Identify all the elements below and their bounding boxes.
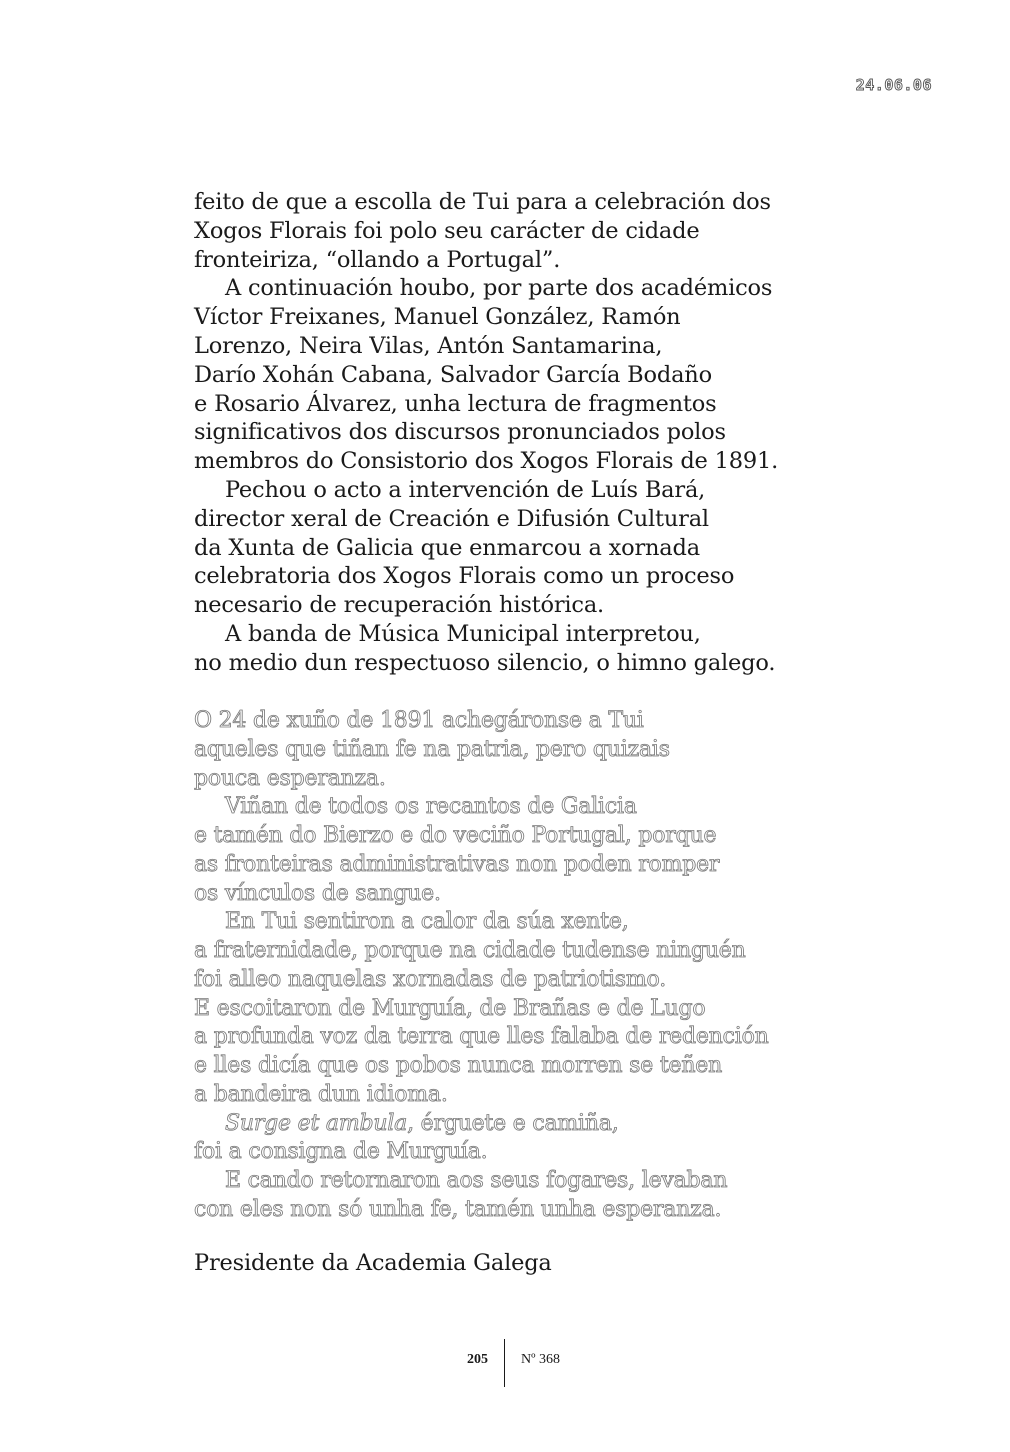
quote-line: foi alleo naquelas xornadas de patriotismo. bbox=[194, 966, 667, 992]
quote-line: aqueles que tiñan fe na patria, pero quizais bbox=[194, 736, 670, 762]
signature-line: Presidente da Academia Galega bbox=[194, 1250, 552, 1276]
footer-divider bbox=[504, 1339, 505, 1387]
quote-line: En Tui sentiron a calor da súa xente, bbox=[225, 909, 629, 935]
quote-line: E cando retornaron aos seus fogares, levaban bbox=[225, 1168, 728, 1193]
issue-number: Nº 368 bbox=[521, 1352, 560, 1367]
text-line: Darío Xohán Cabana, Salvador García Bodaño bbox=[194, 361, 712, 388]
quote-line: a bandeira dun idioma. bbox=[194, 1081, 448, 1107]
quote-line: as fronteiras administrativas non poden romper bbox=[194, 851, 720, 877]
text-line: membros do Consistorio dos Xogos Florais de 1891. bbox=[194, 448, 779, 475]
quote-line: Viñan de todos os recantos de Galicia bbox=[225, 794, 637, 820]
quote-line: os vínculos de sangue. bbox=[194, 880, 441, 906]
quote-line: e lles dicía que os pobos nunca morren se teñen bbox=[194, 1053, 723, 1078]
quote-line: pouca esperanza. bbox=[194, 765, 386, 791]
page-footer bbox=[0, 1339, 1010, 1387]
text-line: significativos dos discursos pronunciados polos bbox=[194, 419, 726, 446]
text-line: director xeral de Creación e Difusión Cultural bbox=[194, 505, 709, 532]
latin-phrase: Surge et ambula bbox=[225, 1110, 408, 1136]
text-line: da Xunta de Galicia que enmarcou a xornada bbox=[194, 534, 700, 561]
article-body bbox=[194, 188, 854, 678]
page-number: 205 bbox=[467, 1352, 488, 1367]
quote-line: O 24 de xuño de 1891 achegáronse a Tui bbox=[194, 708, 644, 733]
text-line: A continuación houbo, por parte dos académicos bbox=[225, 275, 773, 302]
text-line: feito de que a escolla de Tui para a celebración dos bbox=[194, 189, 771, 215]
quoted-speech bbox=[194, 707, 854, 1225]
text-line: Pechou o acto a intervención de Luís Bará, bbox=[225, 476, 706, 503]
quote-line: e tamén do Bierzo e do veciño Portugal, porque bbox=[194, 823, 717, 848]
quote-line: E escoitaron de Murguía, de Brañas e de Lugo bbox=[194, 995, 706, 1021]
quote-line bbox=[194, 1110, 854, 1139]
text-line: fronteiriza, “ollando a Portugal”. bbox=[194, 246, 561, 273]
page-date: 24.06.06 bbox=[855, 76, 932, 94]
text-line: A banda de Música Municipal interpretou, bbox=[225, 620, 701, 647]
quote-text: , érguete e camiña, bbox=[407, 1110, 619, 1136]
quote-line: foi a consigna de Murguía. bbox=[194, 1139, 488, 1165]
paragraph bbox=[194, 274, 854, 476]
quote-line: con eles non só unha fe, tamén unha esperanza. bbox=[194, 1196, 722, 1222]
paragraph bbox=[194, 188, 854, 274]
paragraph bbox=[194, 620, 854, 678]
text-line: necesario de recuperación histórica. bbox=[194, 592, 604, 619]
text-line: celebratoria dos Xogos Florais como un proceso bbox=[194, 563, 735, 590]
quote-line: a profunda voz da terra que lles falaba de redención bbox=[194, 1024, 769, 1050]
text-line: Xogos Florais foi polo seu carácter de cidade bbox=[194, 217, 700, 244]
text-line: no medio dun respectuoso silencio, o himno galego. bbox=[194, 649, 776, 676]
text-line: Víctor Freixanes, Manuel González, Ramón bbox=[194, 304, 681, 331]
paragraph bbox=[194, 476, 854, 620]
quote-line: a fraternidade, porque na cidade tudense ninguén bbox=[194, 938, 746, 963]
text-line: Lorenzo, Neira Vilas, Antón Santamarina, bbox=[194, 332, 663, 359]
text-line: e Rosario Álvarez, unha lectura de fragmentos bbox=[194, 390, 717, 417]
